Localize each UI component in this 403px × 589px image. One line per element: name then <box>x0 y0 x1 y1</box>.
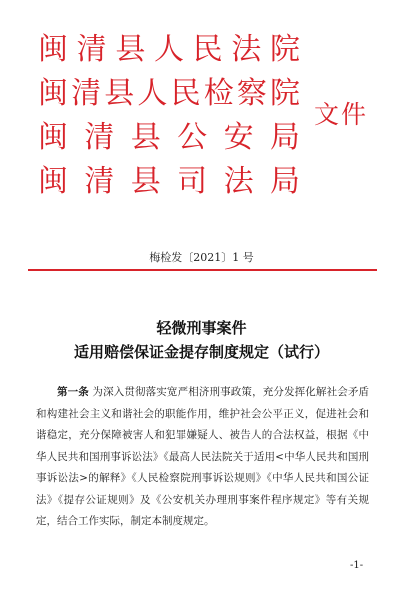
org-character: 人 <box>137 76 168 111</box>
article-label: 第一条 <box>57 386 89 398</box>
org-character: 清 <box>76 32 107 67</box>
document-title-line-1: 轻微刑事案件 <box>156 319 247 337</box>
org-court <box>38 32 300 68</box>
org-character: 闽 <box>38 76 68 111</box>
org-character: 局 <box>269 164 300 199</box>
org-character: 县 <box>130 164 161 199</box>
org-character: 察 <box>236 76 267 111</box>
org-character: 县 <box>130 120 161 155</box>
org-character: 院 <box>269 32 300 67</box>
org-character: 清 <box>84 164 115 199</box>
issuing-organizations-header <box>38 32 368 204</box>
org-character: 人 <box>153 32 184 67</box>
org-character: 院 <box>269 76 300 111</box>
org-character: 公 <box>177 120 208 155</box>
org-character: 闽 <box>38 164 68 199</box>
page-number: -1- <box>350 560 364 571</box>
org-character: 安 <box>223 120 254 155</box>
org-procuratorate <box>38 76 300 112</box>
org-character: 检 <box>203 76 234 111</box>
org-character: 民 <box>192 32 223 67</box>
org-character: 局 <box>269 120 300 155</box>
document-title-line-2: 适用赔偿保证金提存制度规定（试行） <box>73 343 329 361</box>
org-character: 闽 <box>38 32 68 67</box>
org-character: 司 <box>177 164 208 199</box>
document-number: 梅检发〔2021〕1 号 <box>149 251 254 264</box>
org-justice-bureau <box>38 164 300 200</box>
org-character: 闽 <box>38 120 68 155</box>
org-character: 清 <box>84 120 115 155</box>
org-character: 法 <box>223 164 254 199</box>
article-paragraph <box>36 382 369 533</box>
article-text: 为深入贯彻落实宽严相济刑事政策，充分发挥化解社会矛盾和构建社会主义和谐社会的职能作用，维护社会公平正义，促进社会和谐稳定，充分保障被害人和犯罪嫌疑人、被告人的合法权益，根据《中华人民共和国刑事诉讼法》《最高人民法院关于适用<中华人民共和国刑事诉讼法>的解释》《人民检察院刑事诉讼规则》《中华人民共和国公证法》《提存公证规则》及《公安机关办理刑事案件程序规定》等有关规定，结合工作实际，制定本制度规定。 <box>36 386 370 527</box>
org-character: 清 <box>71 76 102 111</box>
org-character: 民 <box>170 76 201 111</box>
red-divider-line <box>28 269 377 271</box>
org-character: 县 <box>115 32 146 67</box>
org-character: 法 <box>231 32 262 67</box>
document-word: 文件 <box>314 100 369 129</box>
org-character: 县 <box>104 76 135 111</box>
org-public-security-bureau <box>38 120 300 156</box>
